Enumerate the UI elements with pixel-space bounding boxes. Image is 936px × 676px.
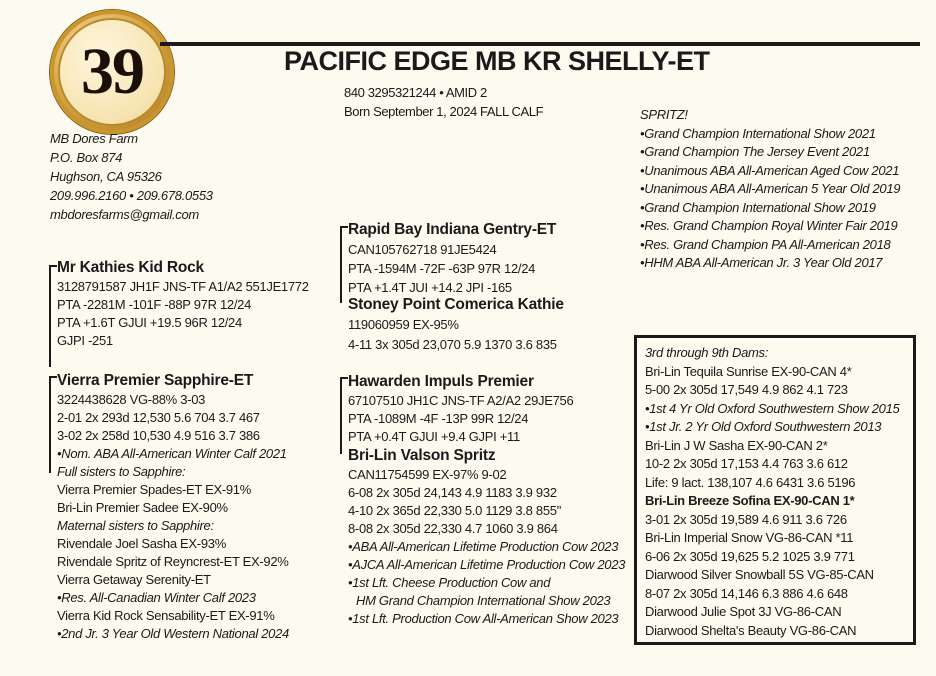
ancestor-dam-line: Diarwood Shelta's Beauty VG-86-CAN xyxy=(645,622,857,638)
pedigree-bracket xyxy=(340,377,348,454)
dam-line: 3224438628 VG-88% 3-03 xyxy=(57,392,206,407)
ancestor-dam-line: •1st Jr. 2 Yr Old Oxford Southwestern 2013 xyxy=(645,419,882,434)
spritz-block xyxy=(640,106,900,273)
consignor-line: MB Dores Farm xyxy=(50,131,138,146)
dam-sire-block xyxy=(348,372,573,446)
pedigree-bracket xyxy=(340,226,348,303)
sire-sire-name: Rapid Bay Indiana Gentry-ET xyxy=(348,221,557,238)
dam-dam-name: Bri-Lin Valson Spritz xyxy=(348,447,496,464)
consignor-block xyxy=(50,129,213,224)
dam-sire-name: Hawarden Impuls Premier xyxy=(348,373,534,390)
spritz-heading: SPRITZ! xyxy=(640,107,688,122)
dam-dam-award: •AJCA All-American Lifetime Production Cow 2023 xyxy=(348,557,626,572)
spritz-award: •Grand Champion International Show 2019 xyxy=(640,199,876,215)
ancestor-dam-line: Bri-Lin Breeze Sofina EX-90-CAN 1* xyxy=(645,493,855,508)
sire-line: PTA -2281M -101F -88P 97R 12/24 xyxy=(57,297,252,312)
spritz-award: •Unanimous ABA All-American 5 Year Old 2019 xyxy=(640,181,901,196)
dam-dam-award: •1st Lft. Production Cow All-American Show 2023 xyxy=(348,611,619,626)
sire-dam-line: 119060959 EX-95% xyxy=(348,317,459,332)
sire-line: PTA +1.6T GJUI +19.5 96R 12/24 xyxy=(57,315,242,330)
sire-sire-line: PTA +1.4T JUI +14.2 JPI -165 xyxy=(348,280,512,295)
dam-sire-line: PTA +0.4T GJUI +9.4 GJPI +11 xyxy=(348,429,520,444)
consignor-line: P.O. Box 874 xyxy=(50,150,123,165)
ancestor-dam-line: 3-01 2x 305d 19,589 4.6 911 3.6 726 xyxy=(645,511,847,527)
ancestor-dam-line: Diarwood Julie Spot 3J VG-86-CAN xyxy=(645,604,842,619)
consignor-line: 209.996.2160 • 209.678.0553 xyxy=(50,188,213,203)
dam-dam-record: 4-10 2x 365d 22,330 5.0 1129 3.8 855" xyxy=(348,503,562,518)
maternal-sister: Vierra Kid Rock Sensability-ET EX-91% xyxy=(57,608,275,623)
pedigree-bracket xyxy=(49,376,57,473)
pedigree-bracket xyxy=(49,265,57,367)
ancestor-dam-line: Diarwood Silver Snowball 5S VG-85-CAN xyxy=(645,567,874,582)
spritz-award: •Grand Champion The Jersey Event 2021 xyxy=(640,144,870,159)
consignor-line: Hughson, CA 95326 xyxy=(50,169,162,184)
full-sister: Vierra Premier Spades-ET EX-91% xyxy=(57,482,251,497)
ancestor-dams-box xyxy=(634,335,916,645)
sire-name: Mr Kathies Kid Rock xyxy=(57,259,204,276)
sire-dam-block xyxy=(348,295,564,355)
sire-dam-name: Stoney Point Comerica Kathie xyxy=(348,296,564,313)
spritz-award: •Res. Grand Champion Royal Winter Fair 2019 xyxy=(640,218,898,233)
dam-sire-line: 67107510 JH1C JNS-TF A2/A2 29JE756 xyxy=(348,393,574,408)
consignor-email: mbdoresfarms@gmail.com xyxy=(50,207,199,222)
maternal-sister: Vierra Getaway Serenity-ET xyxy=(57,572,211,587)
ancestor-dam-line: Bri-Lin J W Sasha EX-90-CAN 2* xyxy=(645,437,828,453)
dam-dam-record: 6-08 2x 305d 24,143 4.9 1183 3.9 932 xyxy=(348,485,557,500)
dam-dam-block xyxy=(348,446,625,628)
spritz-award: •HHM ABA All-American Jr. 3 Year Old 2017 xyxy=(640,255,883,270)
dam-dam-award: HM Grand Champion International Show 2023 xyxy=(356,593,611,608)
ancestor-dam-line: 6-06 2x 305d 19,625 5.2 1025 3.9 771 xyxy=(645,548,855,564)
ancestor-dam-line: 5-00 2x 305d 17,549 4.9 862 4.1 723 xyxy=(645,382,848,397)
spritz-award: •Grand Champion International Show 2021 xyxy=(640,125,876,141)
dam-award: •Nom. ABA All-American Winter Calf 2021 xyxy=(57,446,287,461)
dam-name: Vierra Premier Sapphire-ET xyxy=(57,372,254,389)
ancestor-dam-line: Bri-Lin Tequila Sunrise EX-90-CAN 4* xyxy=(645,363,852,379)
dam-record: 2-01 2x 293d 12,530 5.6 704 3.7 467 xyxy=(57,410,260,425)
maternal-sister: Rivendale Joel Sasha EX-93% xyxy=(57,536,226,551)
full-sisters-label: Full sisters to Sapphire: xyxy=(57,464,186,479)
ancestor-dams-list xyxy=(645,344,899,640)
maternal-sister-award: •2nd Jr. 3 Year Old Western National 2024 xyxy=(57,626,289,641)
dam-dam-record: 8-08 2x 305d 22,330 4.7 1060 3.9 864 xyxy=(348,521,558,536)
dam-sire-line: PTA -1089M -4F -13P 99R 12/24 xyxy=(348,411,529,426)
dam-dam-award: •1st Lft. Cheese Production Cow and xyxy=(348,575,551,590)
dam-dam-line: CAN11754599 EX-97% 9-02 xyxy=(348,467,507,482)
ancestor-dam-line: •1st 4 Yr Old Oxford Southwestern Show 2015 xyxy=(645,400,900,416)
maternal-sisters-label: Maternal sisters to Sapphire: xyxy=(57,518,214,533)
spritz-award: •Unanimous ABA All-American Aged Cow 2021 xyxy=(640,162,900,178)
sire-dam-record: 4-11 3x 305d 23,070 5.9 1370 3.6 835 xyxy=(348,337,557,352)
ancestor-dam-line: 8-07 2x 305d 14,146 6.3 886 4.6 648 xyxy=(645,585,848,601)
ancestor-dams-heading: 3rd through 9th Dams: xyxy=(645,345,769,360)
ancestor-dam-line: Bri-Lin Imperial Snow VG-86-CAN *11 xyxy=(645,530,854,545)
lot-number-badge xyxy=(50,10,174,134)
lot-number: 39 xyxy=(81,35,143,108)
sire-sire-line: CAN105762718 91JE5424 xyxy=(348,242,497,257)
animal-title: PACIFIC EDGE MB KR SHELLY-ET xyxy=(284,46,710,76)
dam-dam-award: •ABA All-American Lifetime Production Cow 2023 xyxy=(348,539,619,554)
lot-badge-inner xyxy=(60,20,164,124)
sire-sire-block xyxy=(348,220,556,297)
ancestor-dam-line: 10-2 2x 305d 17,153 4.4 763 3.6 612 xyxy=(645,456,848,471)
sire-block xyxy=(57,258,309,350)
registration-line-2: Born September 1, 2024 FALL CALF xyxy=(344,104,544,119)
spritz-award: •Res. Grand Champion PA All-American 2018 xyxy=(640,236,891,252)
registration-line-1: 840 3295321244 • AMID 2 xyxy=(344,85,487,100)
ancestor-dam-line: Life: 9 lact. 138,107 4.6 6431 3.6 5196 xyxy=(645,474,856,490)
full-sister: Bri-Lin Premier Sadee EX-90% xyxy=(57,500,228,515)
sire-sire-line: PTA -1594M -72F -63P 97R 12/24 xyxy=(348,261,536,276)
sire-line: GJPI -251 xyxy=(57,333,113,348)
sire-line: 3128791587 JH1F JNS-TF A1/A2 551JE1772 xyxy=(57,279,309,294)
dam-record: 3-02 2x 258d 10,530 4.9 516 3.7 386 xyxy=(57,428,260,443)
maternal-sister-award: •Res. All-Canadian Winter Calf 2023 xyxy=(57,590,256,605)
maternal-sister: Rivendale Spritz of Reyncrest-ET EX-92% xyxy=(57,554,289,569)
dam-block xyxy=(57,371,289,643)
